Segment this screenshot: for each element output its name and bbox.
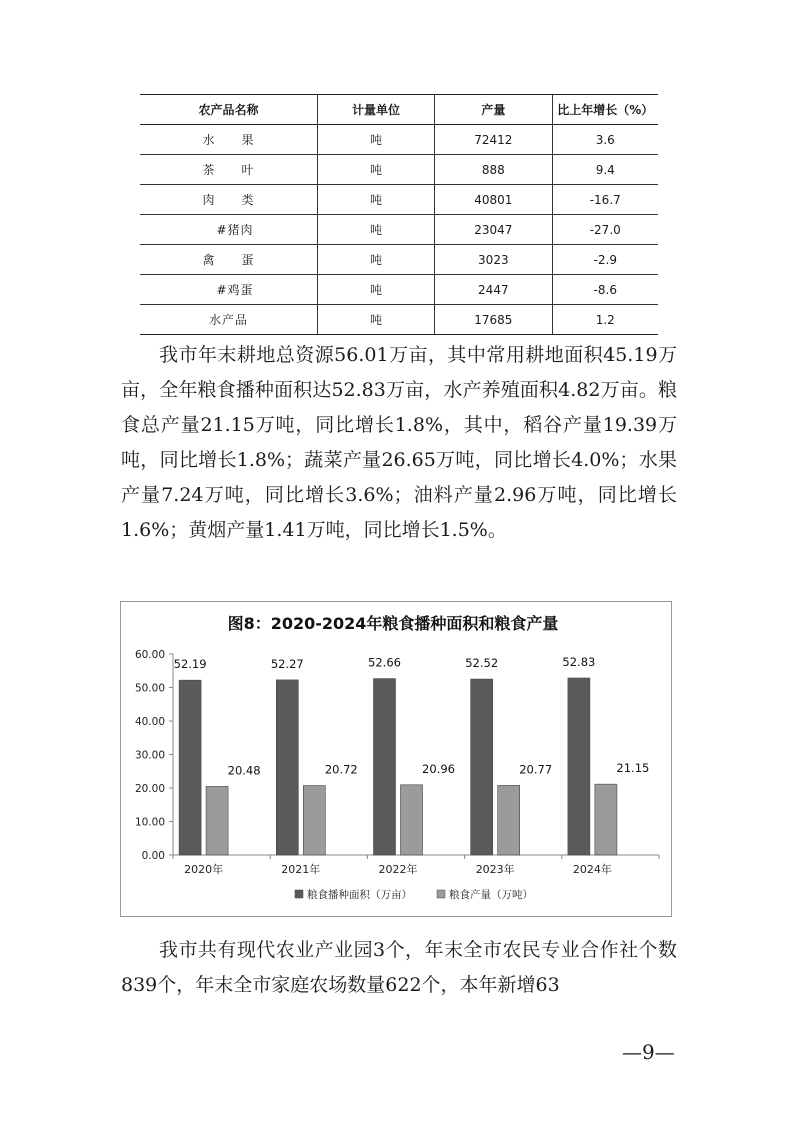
page-number: —9— (622, 1040, 675, 1064)
data-label: 52.66 (368, 655, 401, 670)
cell-growth: 1.2 (552, 305, 658, 335)
cell-unit: 吨 (317, 215, 434, 245)
cell-growth: -8.6 (552, 275, 658, 305)
data-label: 21.15 (616, 761, 650, 776)
table-row (140, 305, 658, 335)
bar-sown-area (374, 679, 396, 855)
cell-growth: -2.9 (552, 245, 658, 275)
bar-sown-area (276, 680, 298, 855)
cell-output: 888 (435, 155, 552, 185)
data-label: 52.27 (270, 656, 304, 671)
col-header-output: 产量 (435, 95, 552, 125)
chart-canvas (121, 602, 671, 916)
cell-name: #猪肉 (140, 215, 317, 245)
bar-sown-area (471, 679, 493, 855)
chart-title: 图8：2020-2024年粮食播种面积和粮食产量 (227, 614, 559, 633)
legend-swatch (295, 890, 303, 898)
cell-name: 禽 蛋 (140, 245, 317, 275)
table-row (140, 215, 658, 245)
cell-output: 40801 (435, 185, 552, 215)
x-tick-label: 2024年 (572, 863, 612, 876)
cell-growth: -27.0 (552, 215, 658, 245)
data-label: 20.77 (519, 762, 553, 777)
paragraph-cooperatives: 我市共有现代农业产业园3个，年末全市农民专业合作社个数839个，年末全市家庭农场数量622个，本年新增63 (121, 939, 677, 996)
data-label: 52.83 (562, 655, 596, 670)
legend-label: 粮食产量（万吨） (449, 889, 533, 901)
data-label: 20.48 (227, 763, 261, 778)
y-tick-label: 0.00 (141, 850, 165, 862)
cell-output: 3023 (435, 245, 552, 275)
cell-growth: -16.7 (552, 185, 658, 215)
y-tick-label: 20.00 (134, 783, 165, 795)
data-label: 20.96 (422, 761, 455, 776)
col-header-growth: 比上年增长（%） (552, 95, 658, 125)
data-label: 52.52 (465, 656, 499, 671)
y-tick-label: 10.00 (134, 816, 165, 829)
cell-output: 72412 (435, 125, 552, 155)
table-row (140, 155, 658, 185)
cell-growth: 9.4 (552, 155, 658, 185)
y-tick-label: 50.00 (134, 682, 165, 695)
bar-grain-output (206, 786, 228, 855)
y-tick-label: 40.00 (134, 716, 165, 728)
cell-unit: 吨 (317, 305, 434, 335)
cell-unit: 吨 (317, 125, 434, 155)
data-label: 20.72 (324, 762, 358, 777)
cell-name: #鸡蛋 (140, 275, 317, 305)
cell-name: 水 果 (140, 125, 317, 155)
cell-unit: 吨 (317, 185, 434, 215)
col-header-name: 农产品名称 (140, 95, 317, 125)
bar-grain-output (401, 785, 423, 855)
cell-name: 肉 类 (140, 185, 317, 215)
table-row (140, 125, 658, 155)
agri-products-table (140, 94, 658, 335)
legend-swatch (437, 890, 445, 898)
paragraph-farmland-grain: 我市年末耕地总资源56.01万亩，其中常用耕地面积45.19万亩，全年粮食播种面积达52.83万亩，水产养殖面积4.82万亩。粮食总产量21.15万吨，同比增长1.8%，其中，稻谷产量19.39万吨，同比增长1.8%；蔬菜产量26.65万吨，同比增长4.0%；水果产量7.24万吨，同比增长3.6%；油料产量2.96万吨，同比增长1.6%；黄烟产量1.41万吨，同比增长1.5%。 (121, 344, 677, 541)
cell-unit: 吨 (317, 245, 434, 275)
data-label: 52.19 (173, 657, 207, 672)
cell-output: 2447 (435, 275, 552, 305)
y-tick-label: 60.00 (134, 649, 165, 661)
table-header-row (140, 95, 658, 125)
cell-growth: 3.6 (552, 125, 658, 155)
cell-unit: 吨 (317, 155, 434, 185)
x-tick-label: 2020年 (184, 863, 224, 876)
legend-label: 粮食播种面积（万亩） (307, 889, 412, 901)
y-tick-label: 30.00 (134, 749, 165, 762)
table-row (140, 245, 658, 275)
cell-name: 水产品 (140, 305, 317, 335)
x-tick-label: 2021年 (281, 863, 321, 876)
col-header-unit: 计量单位 (317, 95, 434, 125)
x-tick-label: 2023年 (475, 863, 515, 876)
cell-name: 茶 叶 (140, 155, 317, 185)
cell-unit: 吨 (317, 275, 434, 305)
cell-output: 23047 (435, 215, 552, 245)
cell-output: 17685 (435, 305, 552, 335)
bar-sown-area (568, 678, 590, 855)
grain-chart (120, 601, 672, 917)
table-row (140, 275, 658, 305)
bar-grain-output (595, 784, 617, 855)
bar-grain-output (303, 786, 325, 855)
bar-grain-output (498, 785, 520, 855)
x-tick-label: 2022年 (378, 863, 418, 876)
bar-sown-area (179, 680, 201, 855)
table-row (140, 185, 658, 215)
